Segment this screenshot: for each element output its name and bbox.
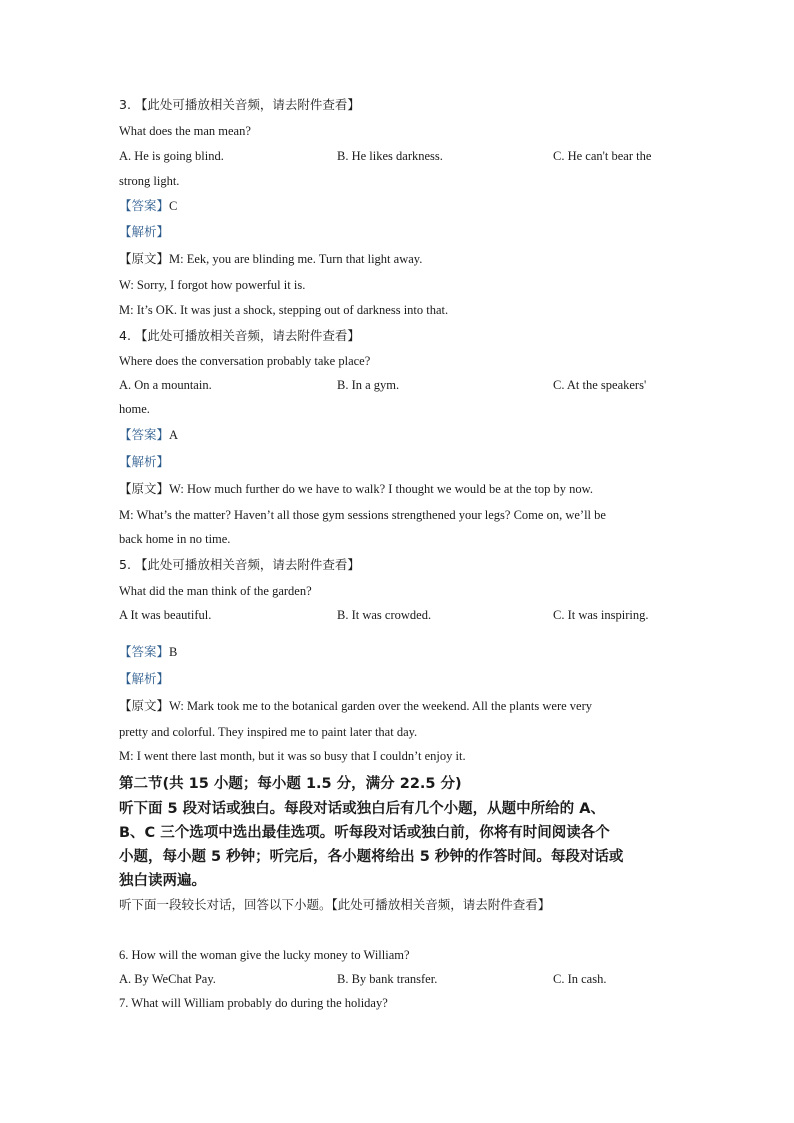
answer-tag: 【答案】 [119, 198, 170, 213]
section-sub-instruction: 听下面一段较长对话，回答以下小题。【此处可播放相关音频，请去附件查看】 [119, 897, 551, 912]
q3-option-c-cont: strong light. [119, 174, 180, 188]
answer-value: B [169, 645, 178, 659]
q5-answer [119, 644, 177, 660]
q7-question: 7. What will William probably do during the holiday? [119, 996, 388, 1010]
q4-option-b: B. In a gym. [337, 378, 400, 392]
q3-option-b: B. He likes darkness. [337, 149, 443, 163]
q4-answer [119, 427, 178, 443]
q5-transcript-3: M: I went there last month, but it was so busy that I couldn’t enjoy it. [119, 749, 466, 763]
q5-analysis [119, 671, 169, 687]
q5-option-a: A It was beautiful. [119, 608, 212, 622]
section-instruction-4: 独白读两遍。 [119, 873, 206, 889]
transcript-text: M: Eek, you are blinding me. Turn that light away. [169, 252, 423, 266]
q3-answer [119, 198, 177, 214]
q4-option-a: A. On a mountain. [119, 378, 212, 392]
transcript-text: W: Mark took me to the botanical garden over the weekend. All the plants were very [169, 699, 593, 713]
q4-option-c: C. At the speakers' [553, 378, 647, 392]
q6-question: 6. How will the woman give the lucky money to William? [119, 948, 410, 962]
transcript-tag: 【原文】 [119, 481, 170, 496]
q5-transcript-1 [119, 698, 592, 714]
q6-option-a: A. By WeChat Pay. [119, 972, 216, 986]
q5-head: 5. 【此处可播放相关音频，请去附件查看】 [119, 557, 360, 572]
q3-question: What does the man mean? [119, 124, 251, 138]
q3-option-a: A. He is going blind. [119, 149, 224, 163]
q3-option-c: C. He can't bear the [553, 149, 652, 163]
analysis-tag: 【解析】 [119, 224, 170, 239]
section-instruction-1: 听下面 5 段对话或独白。每段对话或独白后有几个小题，从题中所给的 A、 [119, 801, 605, 817]
q4-transcript-1 [119, 481, 593, 497]
transcript-tag: 【原文】 [119, 251, 170, 266]
q4-transcript-3: back home in no time. [119, 532, 231, 546]
q4-option-c-cont: home. [119, 402, 150, 416]
answer-tag: 【答案】 [119, 644, 170, 659]
transcript-tag: 【原文】 [119, 698, 170, 713]
q5-option-c: C. It was inspiring. [553, 608, 649, 622]
q4-question: Where does the conversation probably take place? [119, 354, 371, 368]
q5-transcript-2: pretty and colorful. They inspired me to paint later that day. [119, 725, 418, 739]
q3-transcript-3: M: It’s OK. It was just a shock, stepping out of darkness into that. [119, 303, 449, 317]
section-title: 第二节(共 15 小题；每小题 1.5 分，满分 22.5 分) [119, 776, 462, 792]
section-instruction-3: 小题，每小题 5 秒钟；听完后，各小题将给出 5 秒钟的作答时间。每段对话或 [119, 849, 624, 865]
transcript-text: W: How much further do we have to walk? I thought we would be at the top by now. [169, 482, 593, 496]
q3-transcript-2: W: Sorry, I forgot how powerful it is. [119, 278, 306, 292]
analysis-tag: 【解析】 [119, 454, 170, 469]
q5-question: What did the man think of the garden? [119, 584, 312, 598]
section-instruction-2: B、C 三个选项中选出最佳选项。听每段对话或独白前，你将有时间阅读各个 [119, 825, 610, 841]
q3-transcript-1 [119, 251, 422, 267]
answer-tag: 【答案】 [119, 427, 170, 442]
q3-analysis [119, 224, 169, 240]
answer-value: C [169, 199, 178, 213]
q4-head: 4. 【此处可播放相关音频，请去附件查看】 [119, 328, 360, 343]
q6-option-b: B. By bank transfer. [337, 972, 438, 986]
q4-transcript-2: M: What’s the matter? Haven’t all those gym sessions strengthened your legs? Come on, we’ll be [119, 508, 606, 522]
q5-option-b: B. It was crowded. [337, 608, 432, 622]
q3-head: 3. 【此处可播放相关音频，请去附件查看】 [119, 97, 360, 112]
answer-value: A [169, 428, 179, 442]
analysis-tag: 【解析】 [119, 671, 170, 686]
q4-analysis [119, 454, 169, 470]
q6-option-c: C. In cash. [553, 972, 607, 986]
